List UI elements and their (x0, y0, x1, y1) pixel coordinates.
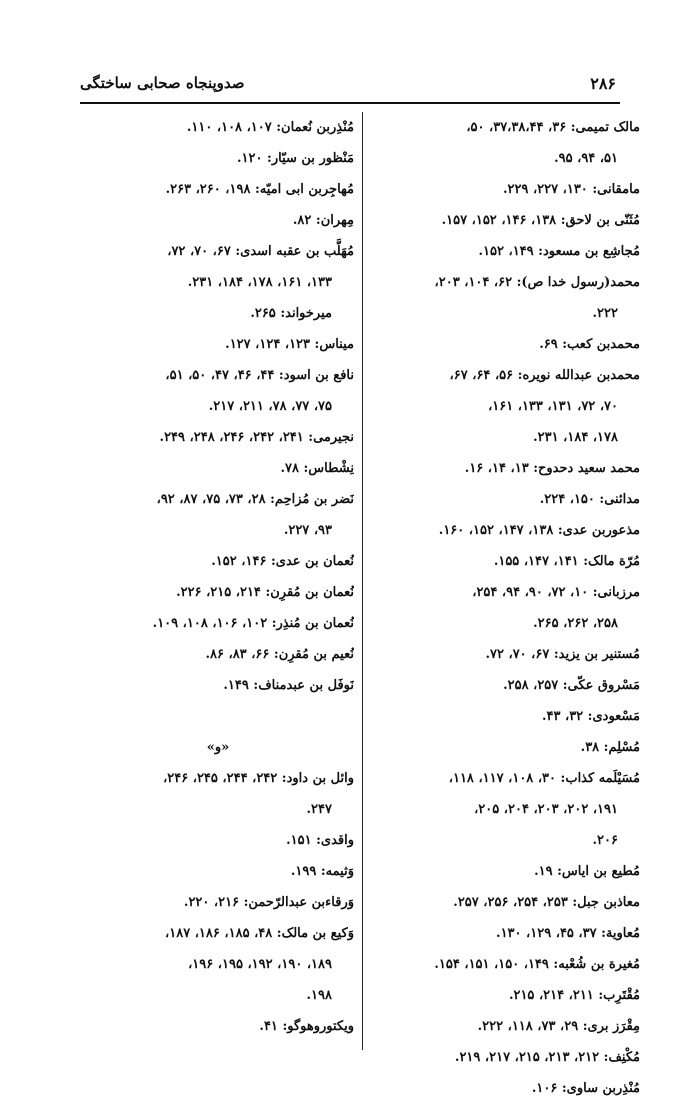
index-entry-continuation: ۲۴۷. (306, 802, 332, 817)
index-entry-continuation: ۷۰، ۷۲، ۱۳۱، ۱۳۳، ۱۶۱، (488, 399, 618, 414)
index-entry: نِشْطاس: ۷۸. (280, 461, 354, 476)
index-entry: مُقْتَرِب: ۲۱۱، ۲۱۴، ۲۱۵. (508, 988, 640, 1003)
index-entry-continuation: ۱۳۳، ۱۶۱، ۱۷۸، ۱۸۴، ۲۳۱. (187, 275, 332, 290)
page-header (80, 70, 620, 106)
index-entry: مُسْلِم: ۳۸. (580, 740, 640, 755)
index-entry: مالک تمیمی: ۳۶، ۳۷،۳۸،۴۴، ۵۰، (466, 120, 640, 135)
index-entry: مُسَیْلَمه کذاب: ۳۰، ۱۰۸، ۱۱۷، ۱۱۸، (448, 771, 640, 786)
index-entry: مِهران: ۸۲. (292, 213, 354, 228)
index-entry: معاذبن جبل: ۲۵۳، ۲۵۴، ۲۵۶، ۲۵۷. (453, 895, 640, 910)
running-title: صدوپنجاه صحابی ساختگی (80, 74, 245, 92)
index-entry: نافع بن اسود: ۴۴، ۴۶، ۴۷، ۵۰، ۵۱، (165, 368, 354, 383)
index-entry: نُعیم بن مُقرِن: ۶۶، ۸۳، ۸۶. (205, 647, 354, 662)
index-entry-continuation: ۱۹۱، ۲۰۲، ۲۰۳، ۲۰۴، ۲۰۵، (474, 802, 618, 817)
index-entry: نُعمان بن مُنذِر: ۱۰۲، ۱۰۶، ۱۰۸، ۱۰۹. (152, 616, 354, 631)
index-entry: واقدی: ۱۵۱. (286, 833, 354, 848)
index-entry-continuation: ۵۱، ۹۴، ۹۵. (554, 151, 618, 166)
index-entry-continuation: ۱۸۹، ۱۹۰، ۱۹۲، ۱۹۵، ۱۹۶، (188, 957, 332, 972)
section-letter: «و» (206, 740, 230, 755)
index-entry-continuation: ۱۹۸. (306, 988, 332, 1003)
index-entry-continuation: ۲۰۶. (592, 833, 618, 848)
right-index-column (372, 112, 640, 1104)
left-index-column (82, 112, 354, 1042)
index-entry: مُستنیر بن یزید: ۶۷، ۷۰، ۷۲. (485, 647, 640, 662)
index-entry: مدائنی: ۱۵۰، ۲۲۴. (539, 492, 640, 507)
index-entry: نُعمان بن عدی: ۱۴۶، ۱۵۲. (211, 554, 354, 569)
index-entry: نَوفَل بن عبدمناف: ۱۴۹. (223, 678, 354, 693)
index-entry-continuation: ۲۵۸، ۲۶۲، ۲۶۵. (533, 616, 618, 631)
index-entry-continuation: ۷۵، ۷۷، ۷۸، ۲۱۱، ۲۱۷. (208, 399, 332, 414)
index-entry: مُنْذِربن نُعمان: ۱۰۷، ۱۰۸، ۱۱۰. (186, 120, 354, 135)
header-rule (80, 102, 620, 104)
index-entry: مِقْرَز بری: ۲۹، ۷۳، ۱۱۸، ۲۲۲. (477, 1019, 640, 1034)
index-entry: مَسْروق عکّی: ۲۵۷، ۲۵۸. (503, 678, 640, 693)
index-entry: محمدبن عبدالله نویره: ۵۶، ۶۴، ۶۷، (449, 368, 640, 383)
index-entry-continuation: میرخواند: ۲۶۵. (250, 306, 332, 321)
index-entry: وَکیع بن مالک: ۴۸، ۱۸۵، ۱۸۶، ۱۸۷، (165, 926, 354, 941)
index-entry: مُطیع بن ایاس: ۱۹. (534, 864, 640, 879)
index-entry: مامقانی: ۱۳۰، ۲۲۷، ۲۲۹. (502, 182, 640, 197)
blank-line (82, 701, 354, 732)
index-entry: نُعمان بن مُقرِن: ۲۱۴، ۲۱۵، ۲۲۶. (176, 585, 354, 600)
index-entry: مُرّة مالک: ۱۴۱، ۱۴۷، ۱۵۵. (493, 554, 640, 569)
index-entry: وَثیمه: ۱۹۹. (290, 864, 354, 879)
index-entry: مُهاجِربن ابی امیّه: ۱۹۸، ۲۶۰، ۲۶۳. (165, 182, 354, 197)
index-entry: مَسْعودی: ۳۲، ۴۳. (541, 709, 640, 724)
index-entry: مُجاشِع بن مسعود: ۱۴۹، ۱۵۲. (478, 244, 640, 259)
index-entry: نجیرمی: ۲۴۱، ۲۴۲، ۲۴۶، ۲۴۸، ۲۴۹. (159, 430, 354, 445)
index-entry: مرزبانی: ۱۰، ۷۲، ۹۰، ۹۴، ۲۵۴، (472, 585, 640, 600)
index-entry: مَنْظور بن سیّار: ۱۲۰. (237, 151, 354, 166)
page-number: ۲۸۶ (590, 74, 616, 93)
index-entry: ویکتوروهوگو: ۴۱. (259, 1019, 354, 1034)
index-entry: مُهَلَّب بن عقبه اسدی: ۶۷، ۷۰، ۷۲، (167, 244, 354, 259)
index-entry-continuation: ۹۳، ۲۲۷. (283, 523, 332, 538)
index-entry: مُغیرة بن شُعْبه: ۱۴۹، ۱۵۰، ۱۵۱، ۱۵۴. (434, 957, 640, 972)
index-entry: مُنْذِربن ساوی: ۱۰۶. (531, 1081, 640, 1096)
index-entry: مُعاویة: ۳۷، ۴۵، ۱۲۹، ۱۳۰. (496, 926, 640, 941)
index-entry: نَضر بن مُزاحِم: ۲۸، ۷۳، ۷۵، ۸۷، ۹۲، (156, 492, 354, 507)
index-entry: مُکْنِف: ۲۱۲، ۲۱۳، ۲۱۵، ۲۱۷، ۲۱۹. (454, 1050, 640, 1065)
index-entry-continuation: ۲۲۲. (592, 306, 618, 321)
index-entry: محمدبن کعب: ۶۹. (539, 337, 640, 352)
index-entry: میناس: ۱۲۳، ۱۲۴، ۱۲۷. (225, 337, 354, 352)
index-entry: وائل بن داود: ۲۴۲، ۲۴۴، ۲۴۵، ۲۴۶، (163, 771, 354, 786)
index-entry: محمد(رسول خدا ص): ۶۲، ۱۰۴، ۲۰۳، (434, 275, 640, 290)
index-entry: مذعوربن عدی: ۱۳۸، ۱۴۷، ۱۵۲، ۱۶۰. (438, 523, 640, 538)
index-entry: مُثَنّی بن لاحق: ۱۳۸، ۱۴۶، ۱۵۲، ۱۵۷. (441, 213, 640, 228)
index-entry-continuation: ۱۷۸، ۱۸۴، ۲۳۱. (533, 430, 618, 445)
index-entry: محمد سعید دحدوح: ۱۳، ۱۴، ۱۶. (464, 461, 640, 476)
column-divider (362, 112, 363, 1050)
index-entry: وَرقاءبن عبدالرّحمن: ۲۱۶، ۲۲۰. (183, 895, 354, 910)
